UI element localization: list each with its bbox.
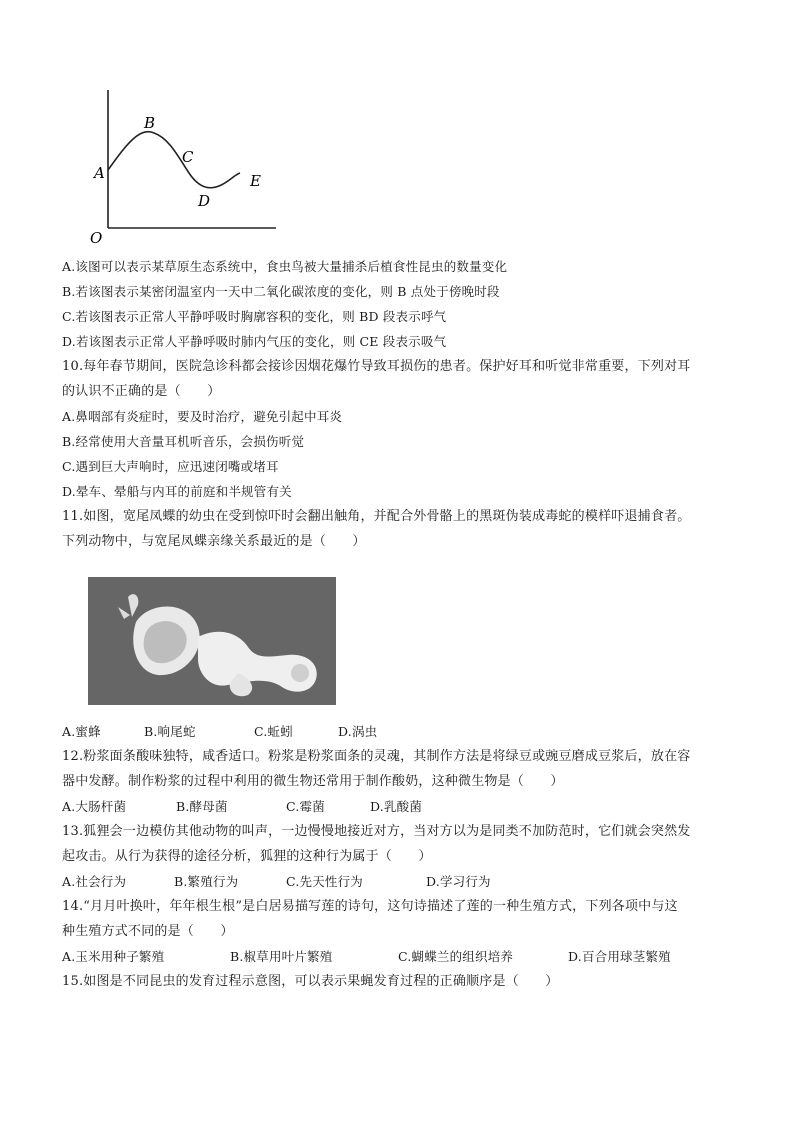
q13-option-c: C.先天性行为: [286, 874, 363, 889]
caterpillar-illustration: [88, 577, 336, 705]
q11-option-b: B.响尾蛇: [144, 724, 196, 739]
q11-options-row: [62, 724, 377, 740]
q9-option-a: A.该图可以表示某草原生态系统中，食虫鸟被大量捕杀后植食性昆虫的数量变化: [62, 259, 508, 274]
caterpillar-photo: [88, 577, 336, 705]
q14-option-b: B.椒草用叶片繁殖: [230, 949, 333, 964]
curve-line: [108, 132, 240, 188]
q11-stem-line1: 11.如图，宽尾凤蝶的幼虫在受到惊吓时会翻出触角，并配合外骨骼上的黑斑伪装成毒蛇的模样吓退捕食者。: [62, 509, 691, 524]
q9-option-c: C.若该图表示正常人平静呼吸时胸廓容积的变化，则 BD 段表示呼气: [62, 309, 447, 324]
q12-option-d: D.乳酸菌: [370, 799, 423, 814]
graph-label-o: O: [90, 229, 103, 247]
q12-options-row: [62, 799, 422, 815]
q12-stem-line1: 12.粉浆面条酸味独特，咸香适口。粉浆是粉浆面条的灵魂，其制作方法是将绿豆或豌豆磨成豆浆后，放在容: [62, 749, 691, 764]
graph-label-c: C: [182, 148, 194, 166]
q14-option-c: C.蝴蝶兰的组织培养: [398, 949, 514, 964]
q10-option-a: A.鼻咽部有炎症时，要及时治疗，避免引起中耳炎: [62, 409, 343, 424]
q13-options-row: [62, 874, 491, 890]
q9-option-b: B.若该图表示某密闭温室内一天中二氧化碳浓度的变化，则 B 点处于傍晚时段: [62, 284, 500, 299]
q13-stem-line1: 13.狐狸会一边模仿其他动物的叫声，一边慢慢地接近对方，当对方以为是同类不加防范时，它们就会突然发: [62, 824, 691, 839]
q13-stem-line2: 起攻击。从行为获得的途径分析，狐狸的这种行为属于（ ）: [62, 849, 432, 864]
q14-stem-line2: 种生殖方式不同的是（ ）: [62, 924, 234, 939]
q12-stem-line2: 器中发酵。制作粉浆的过程中利用的微生物还常用于制作酸奶，这种微生物是（ ）: [62, 774, 564, 789]
q11-option-c: C.蚯蚓: [254, 724, 293, 739]
q11-stem-line2: 下列动物中，与宽尾凤蝶亲缘关系最近的是（ ）: [62, 534, 366, 549]
graph-label-b: B: [144, 114, 156, 132]
q13-option-d: D.学习行为: [426, 874, 491, 889]
q10-option-b: B.经常使用大音量耳机听音乐，会损伤听觉: [62, 434, 305, 449]
q10-stem-line1: 10.每年春节期间，医院急诊科都会接诊因烟花爆竹导致耳损伤的患者。保护好耳和听觉非常重要，下列对耳: [62, 359, 691, 374]
graph-label-a: A: [94, 164, 105, 182]
q10-option-c: C.遇到巨大声响时，应迅速闭嘴或堵耳: [62, 459, 279, 474]
q14-stem-line1: 14.“月月叶换叶，年年根生根”是白居易描写莲的诗句，这句诗描述了莲的一种生殖方式，下列各项中与这: [62, 899, 678, 914]
q14-option-d: D.百合用球茎繁殖: [568, 949, 671, 964]
q12-option-a: A.大肠杆菌: [62, 799, 127, 814]
q13-option-a: A.社会行为: [62, 874, 127, 889]
q14-option-a: A.玉米用种子繁殖: [62, 949, 165, 964]
q10-stem-line2: 的认识不正确的是（ ）: [62, 384, 221, 399]
q12-option-b: B.酵母菌: [176, 799, 228, 814]
q13-option-b: B.繁殖行为: [174, 874, 239, 889]
graph-label-d: D: [198, 192, 211, 210]
q12-option-c: C.霉菌: [286, 799, 325, 814]
graph-label-e: E: [250, 172, 261, 190]
q14-options-row: [62, 949, 671, 965]
q10-option-d: D.晕车、晕船与内耳的前庭和半规管有关: [62, 484, 292, 499]
q9-option-d: D.若该图表示正常人平静呼吸时肺内气压的变化，则 CE 段表示吸气: [62, 334, 447, 349]
population-curve-figure: [84, 78, 284, 248]
q15-stem-line1: 15.如图是不同昆虫的发育过程示意图，可以表示果蝇发育过程的正确顺序是（ ）: [62, 974, 559, 989]
q11-option-a: A.蜜蜂: [62, 724, 101, 739]
q11-option-d: D.涡虫: [338, 724, 378, 739]
